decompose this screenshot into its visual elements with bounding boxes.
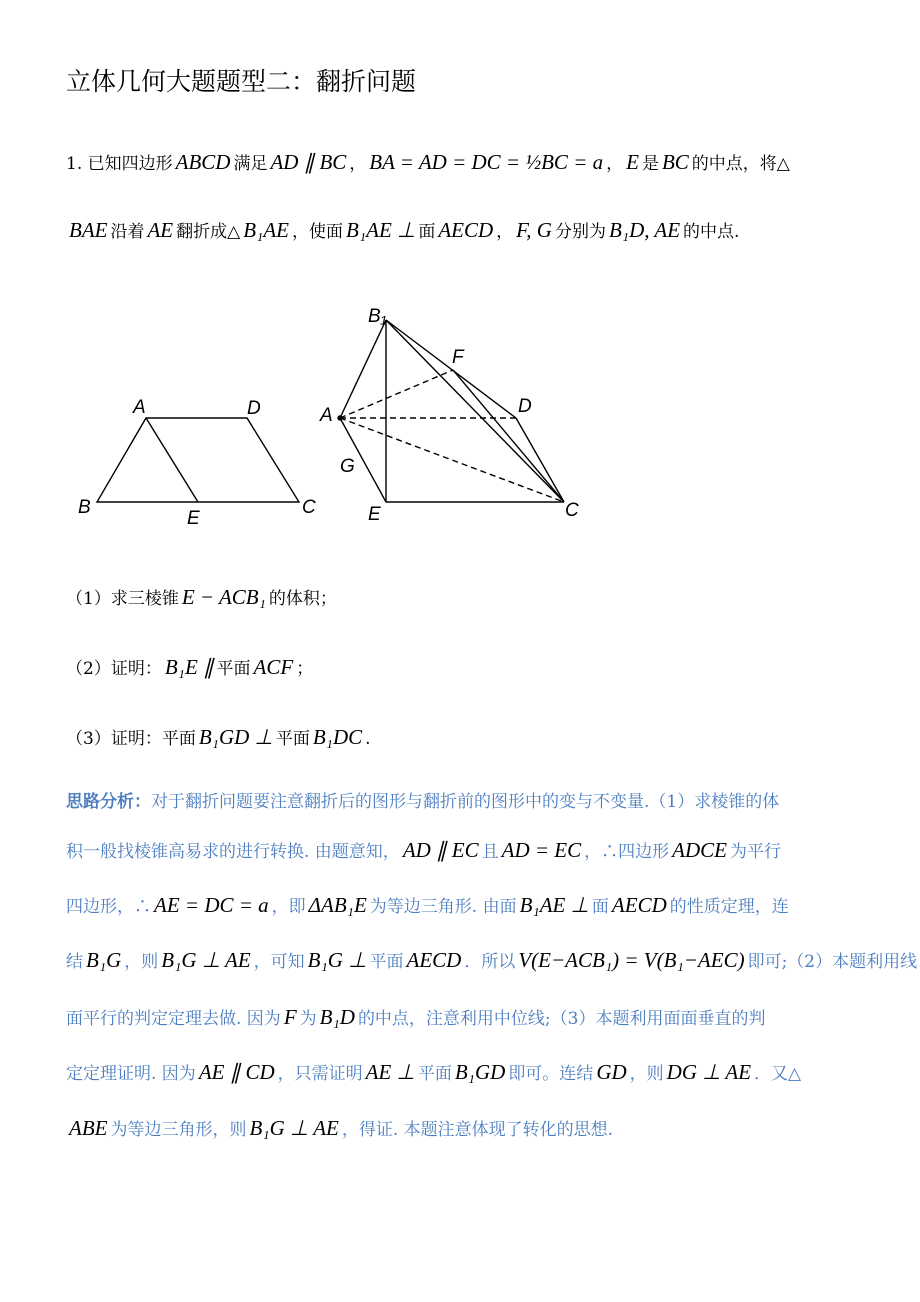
math-expression: B₁GD ⊥ (198, 725, 273, 749)
question-item (66, 725, 371, 751)
label-d-right: D (518, 396, 532, 417)
math-expression: AECD (611, 893, 667, 917)
text-segment: （3）证明：平面 (66, 729, 196, 749)
segment-af-dashed (340, 370, 453, 418)
text-segment: ，则 (124, 952, 159, 972)
math-expression: F (283, 1005, 297, 1029)
text-segment: ， (349, 154, 367, 174)
text-segment: ， (606, 154, 624, 174)
text-segment: ； (296, 659, 314, 679)
question-item (66, 585, 337, 611)
analysis-line (66, 1060, 801, 1086)
text-segment: ，则 (629, 1064, 664, 1084)
analysis-label: 思路分析： (66, 792, 151, 812)
label-e: E (187, 508, 200, 529)
label-e-right: E (368, 504, 381, 525)
parallelogram-abcd (97, 418, 299, 502)
analysis-line (66, 948, 917, 974)
text-segment: 的性质定理，连 (669, 897, 789, 917)
problem-line (66, 218, 739, 244)
text-segment: ．又△ (754, 1064, 802, 1084)
text-segment: 翻折成△ (176, 222, 241, 242)
math-expression: B₁DC (312, 725, 363, 749)
math-expression: AECD (438, 218, 494, 242)
text-segment: ，可知 (253, 952, 305, 972)
math-expression: AD ∥ EC (402, 838, 479, 862)
segment-dc (516, 418, 564, 502)
math-expression: GD (596, 1060, 627, 1084)
math-expression: B₁G ⊥ AE (161, 948, 251, 972)
math-expression: BC (661, 150, 689, 174)
text-segment: 分别为 (554, 222, 606, 242)
text-segment: 为平行 (729, 842, 781, 862)
math-expression: BAE (69, 218, 108, 242)
math-expression: F, G (516, 218, 552, 242)
math-expression: AD = EC (501, 838, 582, 862)
segment-ae-folded (340, 418, 386, 502)
math-expression: AE (147, 218, 174, 242)
analysis-line (66, 838, 781, 864)
text-segment: 四边形，∴ (66, 897, 151, 917)
text-segment: 是 (641, 154, 659, 174)
text-segment: ，即 (271, 897, 306, 917)
text-segment: 结 (66, 952, 83, 972)
math-expression: E (626, 150, 639, 174)
label-b1: B₁ (368, 306, 387, 327)
math-expression: B₁G ⊥ (307, 948, 367, 972)
math-expression: ABE (69, 1116, 108, 1140)
text-segment: 即可。连结 (508, 1064, 594, 1084)
text-segment: 定定理证明. 因为 (66, 1064, 196, 1084)
point-a (338, 416, 342, 420)
text-segment: 为等边三角形. 由面 (369, 897, 517, 917)
segment-ac-dashed (340, 418, 564, 502)
math-expression: B₁G ⊥ AE (249, 1116, 339, 1140)
label-b: B (78, 497, 91, 518)
text-segment: ．所以 (464, 952, 516, 972)
math-expression: AECD (406, 948, 462, 972)
text-segment: 的中点，注意利用中位线;（3）本题利用面面垂直的判 (357, 1009, 766, 1029)
text-segment: 且 (481, 842, 499, 862)
text-segment: 平面 (216, 659, 251, 679)
text-segment: 的中点. (683, 222, 740, 242)
math-expression: DG ⊥ AE (666, 1060, 752, 1084)
segment-fc (453, 370, 564, 502)
math-expression: ABCD (175, 150, 231, 174)
text-segment: . (365, 729, 371, 749)
text-segment: 为 (299, 1009, 317, 1029)
math-expression: AE = DC = a (154, 893, 269, 917)
text-segment: ，∴四边形 (584, 842, 670, 862)
analysis-line (66, 893, 789, 919)
math-expression: B₁D (319, 1005, 355, 1029)
math-expression: B₁GD (454, 1060, 506, 1084)
parallelogram-figure (97, 418, 299, 502)
text-segment: 即可;（2）本题利用线 (747, 952, 918, 972)
math-expression: AD ∥ BC (270, 150, 347, 174)
label-a: A (133, 397, 146, 418)
page-title: 立体几何大题题型二：翻折问题 (66, 67, 417, 96)
text-segment: （2）证明： (66, 659, 162, 679)
segment-b1a (340, 320, 386, 418)
label-a-right: A (320, 405, 333, 426)
text-segment: 为等边三角形，则 (110, 1120, 247, 1140)
math-expression: B₁G (86, 948, 122, 972)
text-segment: 1. 已知四边形 (66, 154, 173, 174)
analysis-line (66, 1116, 613, 1142)
text-segment: 满足 (233, 154, 268, 174)
problem-line (66, 150, 790, 176)
text-segment: 面平行的判定定理去做. 因为 (66, 1009, 281, 1029)
segment-ae (146, 418, 198, 502)
math-expression: ΔAB₁E (308, 893, 367, 917)
label-c: C (302, 497, 316, 518)
folded-pyramid-figure (338, 320, 564, 502)
math-expression: B₁AE (243, 218, 290, 242)
math-expression: AE ⊥ (365, 1060, 415, 1084)
text-segment: 对于翻折问题要注意翻折后的图形与翻折前的图形中的变与不变量.（1）求棱锥的体 (151, 792, 780, 812)
text-segment: （1）求三棱锥 (66, 589, 179, 609)
math-expression: BA = AD = DC = ½BC = a (369, 150, 604, 174)
text-segment: ，使面 (292, 222, 344, 242)
text-segment: 的中点，将△ (691, 154, 790, 174)
text-segment: 平面 (369, 952, 404, 972)
label-f: F (452, 347, 464, 368)
math-expression: ADCE (672, 838, 727, 862)
question-item (66, 655, 313, 681)
analysis-line (66, 790, 779, 814)
math-expression: B₁AE ⊥ (346, 218, 416, 242)
text-segment: 积一般找棱锥高易求的进行转换. 由题意知， (66, 842, 400, 862)
math-expression: ACF (253, 655, 294, 679)
math-expression: B₁E ∥ (164, 655, 214, 679)
segment-b1c (386, 320, 564, 502)
text-segment: ， (496, 222, 514, 242)
text-segment: ，只需证明 (277, 1064, 363, 1084)
analysis-line (66, 1005, 765, 1031)
text-segment: 的体积； (268, 589, 337, 609)
label-c-right: C (565, 500, 579, 521)
label-d: D (247, 398, 261, 419)
math-expression: V(E−ACB₁) = V(B₁−AEC) (518, 948, 745, 972)
text-segment: 面 (591, 897, 609, 917)
text-segment: ，得证. 本题注意体现了转化的思想. (341, 1120, 614, 1140)
math-expression: AE ∥ CD (198, 1060, 275, 1084)
math-expression: E − ACB₁ (181, 585, 266, 609)
text-segment: 平面 (417, 1064, 452, 1084)
math-expression: B₁AE ⊥ (519, 893, 589, 917)
label-g: G (340, 456, 355, 477)
segment-b1d (386, 320, 516, 418)
text-segment: 沿着 (110, 222, 145, 242)
text-segment: 平面 (275, 729, 310, 749)
text-segment: 面 (418, 222, 436, 242)
math-expression: B₁D, AE (608, 218, 681, 242)
